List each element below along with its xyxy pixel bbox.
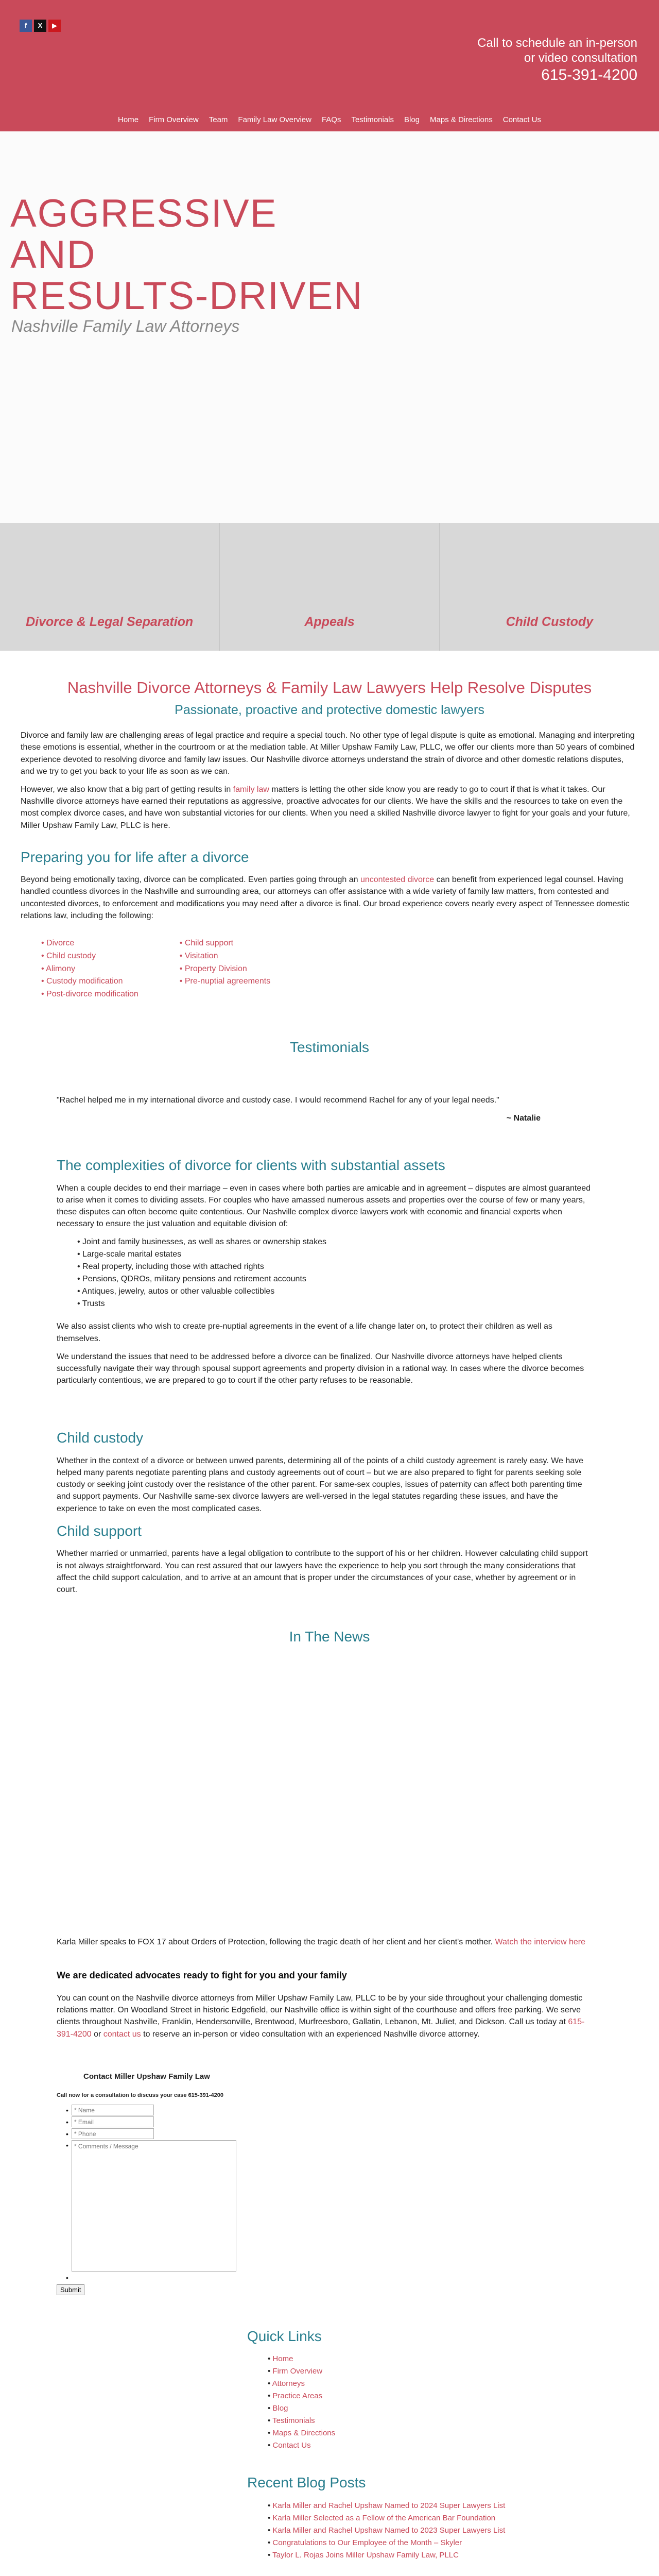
practice-divorce[interactable] (0, 523, 220, 651)
family-law-link[interactable]: family law (233, 785, 269, 794)
x-icon[interactable]: X (34, 20, 46, 32)
asset-item: • Trusts (77, 1298, 592, 1310)
practice-appeals[interactable] (220, 523, 440, 651)
hero-banner (0, 131, 659, 523)
site-header (0, 0, 659, 131)
blog-post-item: • Congratulations to Our Employee of the Month – Skyler (268, 2537, 638, 2549)
service-item[interactable]: • Divorce (41, 937, 138, 950)
hero-line-2: AND (10, 232, 96, 277)
prepare-heading: Preparing you for life after a divorce (21, 849, 249, 865)
nav-faqs[interactable]: FAQs (321, 115, 341, 124)
service-item[interactable]: • Child support (180, 937, 270, 950)
custody-paragraph: Whether in the context of a divorce or between unwed parents, determining all of the points of a child custody agreement is rarely easy. We have helped many parents negotiate parenting plans and custody agreements out of court – but we are also prepared to fight for parents seeking sole custody or seeking joint custody over the resistance of the other parent. For same-sex couples, issues of paternity can affect both parenting time and support payments. Our Nashville same-sex divorce lawyers are well-versed in the legal statutes regarding these issues, and have the experience to take on even the most complicated cases. (57, 1456, 584, 1513)
complexities-heading: The complexities of divorce for clients with substantial assets (57, 1157, 445, 1173)
testimonials-heading: Testimonials (289, 1039, 370, 1056)
quick-link-item: • Home (268, 2353, 638, 2365)
custody-heading: Child custody (57, 1430, 144, 1446)
cta-line-1: Call to schedule an in-person (477, 36, 637, 50)
nav-family-law-overview[interactable]: Family Law Overview (238, 115, 311, 124)
news-heading: In The News (289, 1629, 370, 1645)
news-section (21, 1936, 638, 2040)
nav-home[interactable]: Home (118, 115, 139, 124)
services-col-1 (41, 937, 138, 1001)
quick-link-item: • Firm Overview (268, 2365, 638, 2378)
main-content (21, 651, 638, 2576)
phone-input[interactable] (72, 2128, 154, 2139)
quick-link-item: • Maps & Directions (268, 2427, 638, 2439)
blog-post-item: • Karla Miller and Rachel Upshaw Named to 2023 Super Lawyers List (268, 2524, 638, 2537)
dedicated-paragraph: You can count on the Nashville divorce attorneys from Miller Upshaw Family Law, PLLC to be by your side throughout your challenging domestic relations matter. On Woodland Street in historic Edgefield, our Nashville office is within sight of the courthouse and offers free parking. We serve clients throughout Nashville, Franklin, Hendersonville, Brentwood, Murfreesboro, Gallatin, Lebanon, Mt. Juliet, and Dickson. Call us today at 615-391-4200 or contact us to reserve an in-person or video consultation with an experienced Nashville divorce attorney. (57, 1994, 585, 2039)
quick-links (247, 2326, 638, 2452)
recent-blog-posts (247, 2472, 638, 2562)
asset-item: • Joint and family businesses, as well as shares or ownership stakes (77, 1236, 592, 1248)
email-field-row (66, 2116, 237, 2127)
nav-maps-directions[interactable]: Maps & Directions (430, 115, 493, 124)
phone-field-row (66, 2128, 237, 2139)
intro-paragraph-1: Divorce and family law are challenging areas of legal practice and require a special touch. No other type of legal dispute is quite as emotional. Managing and interpreting these emotions is essential, whether in the courtroom or at the mediation table. At Miller Upshaw Family Law, PLLC, we offer our clients more than 50 years of combined experience devoted to resolving divorce and family law issues. Our Nashville divorce attorneys understand the strain of divorce and other domestic relations disputes, and we try to get you back to your life as soon as we can. (21, 731, 635, 776)
social-links (20, 20, 61, 32)
nav-testimonials[interactable]: Testimonials (351, 115, 394, 124)
hero-line-3: RESULTS-DRIVEN (10, 274, 363, 318)
quick-link-item: • Practice Areas (268, 2390, 638, 2402)
practice-appeals-label: Appeals (304, 614, 355, 629)
service-item[interactable]: • Custody modification (41, 975, 138, 988)
quick-link-item: • Testimonials (268, 2415, 638, 2427)
dedicated-heading: We are dedicated advocates ready to fight for you and your family (57, 1970, 347, 1980)
practice-child-custody[interactable] (440, 523, 659, 651)
contact-form (57, 2071, 237, 2295)
blog-heading: Recent Blog Posts (247, 2475, 366, 2491)
cta-line-2: or video consultation (524, 50, 637, 65)
quick-link-item: • Contact Us (268, 2439, 638, 2452)
form-bullet: • (66, 2274, 68, 2282)
email-input[interactable] (72, 2116, 154, 2127)
complexities-paragraph-2: We also assist clients who wish to create pre-nuptial agreements in the event of a life change later on, to protect their children as well as themselves. (57, 1322, 552, 1343)
nav-firm-overview[interactable]: Firm Overview (149, 115, 199, 124)
intro-paragraph-2: However, we also know that a big part of getting results in family law matters is letting the other side know you are ready to go to court if that is what it takes. Our Nashville divorce attorneys have earned their reputations as aggressive, proactive advocates for our clients. We have the skills and the resources to take on even the most complex divorce cases, and have won substantial victories for our clients. When you need a skilled Nashville divorce lawyer to fight for your goals and your future, Miller Upshaw Family Law, PLLC is here. (21, 785, 630, 830)
map-area (21, 2562, 638, 2576)
submit-button[interactable]: Submit (57, 2284, 84, 2295)
asset-item: • Large-scale marital estates (77, 1248, 592, 1261)
blog-post-item: • Karla Miller Selected as a Fellow of the American Bar Foundation (268, 2512, 638, 2524)
quick-link-item: • Blog (268, 2402, 638, 2415)
service-item[interactable]: • Pre-nuptial agreements (180, 975, 270, 988)
blog-post-item: • Karla Miller and Rachel Upshaw Named to 2024 Super Lawyers List (268, 2500, 638, 2512)
nav-contact-us[interactable]: Contact Us (502, 115, 541, 124)
practice-areas (0, 523, 659, 651)
main-nav (0, 114, 659, 126)
service-item[interactable]: • Alimony (41, 963, 138, 976)
watch-interview-link[interactable]: Watch the interview here (495, 1937, 585, 1946)
service-item[interactable]: • Child custody (41, 950, 138, 963)
name-field-row (66, 2105, 237, 2115)
hero-line-1: AGGRESSIVE (10, 192, 278, 235)
asset-item: • Antiques, jewelry, autos or other valuable collectibles (77, 1285, 592, 1298)
hero-subtitle: Nashville Family Law Attorneys (11, 317, 240, 335)
testimonial-author: ~ Natalie (506, 1113, 541, 1123)
form-title: Contact Miller Upshaw Family Law (83, 2072, 210, 2081)
facebook-icon[interactable]: f (20, 20, 32, 32)
nav-team[interactable]: Team (209, 115, 228, 124)
services-list (21, 937, 638, 1001)
comments-textarea[interactable] (72, 2140, 236, 2272)
practice-divorce-label: Divorce & Legal Separation (26, 614, 194, 629)
support-heading: Child support (57, 1522, 142, 1539)
asset-item: • Real property, including those with attached rights (77, 1261, 592, 1273)
asset-item: • Pensions, QDROs, military pensions and retirement accounts (77, 1273, 592, 1285)
name-input[interactable] (72, 2105, 154, 2115)
uncontested-divorce-link[interactable]: uncontested divorce (360, 875, 435, 885)
service-item[interactable]: • Post-divorce modification (41, 988, 138, 1001)
nav-blog[interactable]: Blog (404, 115, 420, 124)
prepare-paragraph: Beyond being emotionally taxing, divorce can be complicated. Even parties going through an uncontested divorce can benefit from experienced legal counsel. Having handled countless divorces in the Nashville and surrounding area, our attorneys can offer assistance with a wide variety of family law matters, from contested and uncontested divorces, to enforcement and modifications you may need after a divorce is final. Our broad experience covers nearly every aspect of Tennessee domestic relations law, including the following: (21, 875, 630, 920)
blog-post-item: • Taylor L. Rojas Joins Miller Upshaw Family Law, PLLC (268, 2549, 638, 2562)
testimonial-quote: "Rachel helped me in my international divorce and custody case. I would recommend Rachel for any of your legal needs." (57, 1095, 499, 1105)
complexities-paragraph-3: We understand the issues that need to be addressed before a divorce can be finalized. Our Nashville divorce attorneys have helped clients successfully navigate their way through spousal support agreements and property division in a rational way. In cases where the divorce becomes particularly contentious, we are prepared to go to court if the other party refuses to be reasonable. (57, 1352, 584, 1385)
quick-link-item: • Attorneys (268, 2378, 638, 2390)
practice-child-custody-label: Child Custody (506, 614, 594, 629)
phone-link[interactable]: 615-391-4200 (57, 2018, 585, 2039)
asset-list (77, 1236, 592, 1310)
contact-us-link[interactable]: contact us (103, 2029, 141, 2039)
quick-links-heading: Quick Links (247, 2328, 322, 2344)
form-subtitle: Call now for a consultation to discuss your case 615-391-4200 (57, 2092, 224, 2098)
service-item[interactable]: • Property Division (180, 963, 270, 976)
services-col-2 (180, 937, 270, 1001)
service-item[interactable]: • Visitation (180, 950, 270, 963)
page-title: Nashville Divorce Attorneys & Family Law Lawyers Help Resolve Disputes (67, 679, 592, 697)
header-cta (477, 36, 637, 84)
news-text: Karla Miller speaks to FOX 17 about Orders of Protection, following the tragic death of her client and her client's mother. Watch the interview here (57, 1937, 585, 1946)
comments-field-row (66, 2140, 237, 2272)
complexities-section (21, 1155, 638, 1596)
complexities-paragraph-1: When a couple decides to end their marriage – even in cases where both parties are amicable and in agreement – disputes are almost guaranteed to arise when it comes to dividing assets. For couples who have amassed numerous assets and properties over the course of few or many years, these disputes can often become quite contentious. Our Nashville complex divorce lawyers work with economic and financial experts when necessary to ensure the just valuation and equitable division of: (57, 1183, 591, 1229)
header-phone-link[interactable]: 615-391-4200 (541, 66, 637, 83)
youtube-icon[interactable]: ▶ (48, 20, 61, 32)
support-paragraph: Whether married or unmarried, parents have a legal obligation to contribute to the support of his or her children. However calculating child support is not always straightforward. You can rest assured that our lawyers have the experience to help you sort through the many considerations that affect the child support calculation, and to arrive at an amount that is proper under the circumstances of your case, whether by agreement or in court. (57, 1549, 588, 1594)
page-subtitle: Passionate, proactive and protective domestic lawyers (175, 702, 484, 717)
news-video-area (21, 1648, 638, 1936)
hero-headline (10, 193, 363, 316)
